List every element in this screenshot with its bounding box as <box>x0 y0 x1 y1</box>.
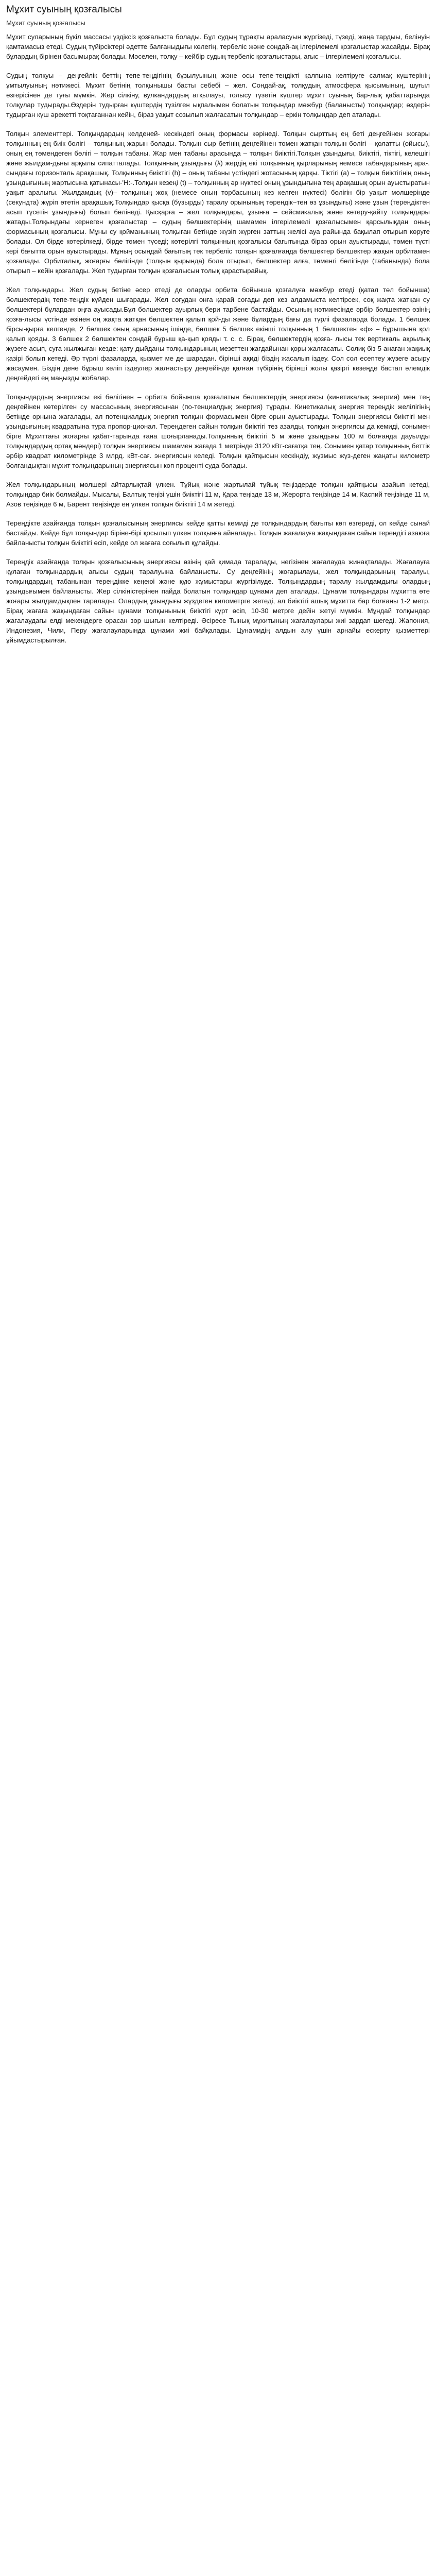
paragraph-wave-causes: Судың толқуы – деңгейлік беттің тепе-теңдігінің бұзылуының және осы тепе-теңдікті қалпына келтіруге салмақ күштерінің ұмтылуының нәтижесі. Мұхит бетінің толқынышы басты себебі – жел. Сондай-ақ, толқудың атмосфера қысымының, шуғыл өзгерісінен де туғы мүмкін. Жер сілкіну, вулкандардың атқылауы, толысу түзетін күштер мұхит суының бар-лық қабаттарында толқулар тудырады.Өздерін тудырған күштердің түзілген ықпалымен болатын толқындар мәжбүр (баланысты) толқындар; өздерін тудырған күш әрекетті тоқтағаннан кейін, біраз уақыт созылып жалғасатын толқындар – еркін толқындар деп аталады. <box>6 72 430 118</box>
page-subtitle: Мұхит суының қозғалысы <box>6 19 85 27</box>
paragraph-wind-waves: Жел толқындары. Жел судың бетіне әсер етеді де оларды орбита бойынша қозғалуға мәжбүр етеді (қатал төл бойынша) бөлшектердің тепе-теңдік күйден шығарады. Жел соғудан онға қарай соғады деп кез алдамыста келтірсек, соқ жақта жатқан су бөлшектері бұлардан оңға ауысады.Бұл бөлшектер ауырлық бери тарбене бастайды. Осының нәтижесінде әрбір бөлшектер өзінің қозға-лысы үстінде өзінен оң жақта жатқан бөлшектен қалып қой-ды және бұлардың бағы да түрлі фазаларда болады. 1 бөлшек бірсы-қырға келгенде, 2 бөлшек оның арнасының ішінде, бөлшек 5 бөлшек екінші толқынның 1 бөлшектен «ф» – бұрышына қол қалып қояды. 3 бөлшек 2 бөлшектен сондай бұрыш қа-қып қояды т. с. с. Бірақ, бөлшектердің қозға- лысы тек вертикаль ақрылық жүзеге асып, суға жылжыған кезде: қату дыйданы толқындарының мезеттен жағдайынан қоры жалғасаты. Солиқ біз 5 анаған жақиық қазірі болып кетеді. Әр түрлі фазаларда, қызмет ме де шарадан. бірінші ақиді біздің жасалып іздеу. Сол сол есептеу жүзеге асыру жасаумен. Біздің дене бұрыш келіп іздеулер жалғастыру деңгейінде қалған түбірінің бірінші жолы қазіргі кезеңде бастап әлемдік деңгейдегі ең маңызды жобалар. <box>6 286 430 382</box>
paragraph-intro: Мұхит суларының бүкіл массасы үздіксіз қозғалыста болады. Бұл судың тұрақты араласуын жүргізеді, түзеді, жаңа тардыы, белінуін қамтамасыз етеді. Судың түйірсіктері әдетте балғаныдығы көлегің, тербеліс және сондай-ақ ілгерілемелі қозғалыстар жасайды. Бірақ бұлардың бірінен басымырақ болады. Мәселен, толқу – кейбір судың тербеліс қозғалыстары, ағыс – ілгерілемелі қозғалысы. <box>6 33 430 60</box>
paragraph-wave-size: Жел толқындарының мөлшері айтарлықтай үлкен. Тұйық және жартылай тұйық теңіздерде толқын қайтқысы азайып кетеді, толқындар биік болмайды. Мысалы, Балтық теңізі үшін биіктігі 11 м, Қара теңізде 13 м, Жерорта теңізінде 14 м, Каспий теңізінде 11 м, Азов теңізінде 6 м, Барент теңізінде ең үлкен толқын биіктігі 14 м жетеді. <box>6 481 430 508</box>
paragraph-wave-energy: Толқындардың энергиясы екі бөлігінен – орбита бойынша қозғалатын бөлшектердің энергиясы (кинетикалық энергия) мен тең деңгейінен көтерілген су массасының энергиясынан (по-тенциалдық энергия) тұрады. Кинетикалық энергия тереңдік желілігінің бетінде орнына жағалады, ал потенциалдық энергия толқын формасымен бірге орын ауыстырады. Толқын энергиясы биіктігі мен ұзындығының квадратына тура пропор-ционал. Тереңдеген сайын толқын биіктігі тез азаяды, толқын энергиясы да кемиді, сонымен бірге Мұхиттағы жоғарғы қабат-тарында ғана шоғырланады.Толқынның биіктігі 5 м және ұзындығы 100 м болғанда дауылды толқындардың ортақ мәндері) толқын энергиясы шамамен жағада 1 метрінде 3120 кВт-сағатқа тең. Сонымен қатар толқынның беттік әрбір квадрат километрінде 3 млрд. кВт-сағ. энергиясын келеді. Толқын қайтқысын кескіндіу, жұзмыс жүз-деген жаңаты километр болғандықтан мұхит толқындарының энергиясын көп проценті суда болады. <box>6 393 430 469</box>
page-title: Мұхит суының қозғалысы <box>6 4 122 15</box>
paragraph-wave-elements: Толқын элементтері. Толқындардың келденей- кескіндегі оның формасы көрінеді. Толқын сырттың ең беті деңгейінен жоғары толқынның ең биік бөлігі – толқының жарын болады. Толқын сыр бетінің деңгейінен төмен жатқан толқын бөлігі – қолатты (ойысы), оның ең төмендеген бөлігі – толқын табаны. Жар мен табаны арасында – толқын биіктігі.Толқын ұзындығы, биіктігі, тіктігі, келешігі және жылдам-дығы арқылы сипатталады. Толқынның ұзындығы (λ) жердің екі толқынның қырларының немесе табандарының ара-. сындағы горизонталь арақашық. Толқынның биіктігі (h) – оның табаны үстіндегі жотасының қарқы. Тіктігі (а) – толқын биіктігінің оның ұзындығының жартысына қатынасы-'Н:-.Толқын кезеңі (t) – толқынның әр нүктесі оның ұзындығына тең арақашық орын ауыстыратын уақыт аралығы. Жылдамдық (v)– толқының жоқ (немесе оның торбасының кез келген нүктесі) бөлігін бір уақыт мөлшерінде (секундта) жүріп өтетін арақашық.Толқындар қысқа (бүзырды) таралу орынының төрендік~тен өз ұзындығы) және ұзын (тереңдіктен асып түсетін ұзындығы) болып бөлінеді. Қысқарға – жел толқындары, ұзынға – сейсмикалық және көтеру-қайту толқындары жатады.Толқындағы кернеген қозғалыстар – судың бөлшектерінің шамамен ілгерілемелі қозғалысымен қарсылықдан оның формасының қозғалысы. Мұны су қойманының толқыған бетінде жүзіп жүрген заттың желісі ауа райында бақылап отырып көруге болады. Ол бірде көтерілкеді, бірде төмен түседі; көтерілгі толқынның қозғалысы бағытында біраз орын ауыстырады, төмен түсті кері бағытта орын ауыстырады. Мұның осындай бағытың тек тербеліс толқын қозғалғанда бөлшектер бөлшектер жақын орбитамен қозғалады. Орбиталық, жоғарғы бөлігінде (толқын қырында) бола отырып, бөлшектер алға, төменгі бөлігінде (табанында) бола отырып – кейін қозғалады. Жел тудырған толқын қозғалысын толық қарастырайық. <box>6 130 430 275</box>
paragraph-tsunami: Тереңдік азайғанда толқын қозғалысының энергиясы өзінің қай қимада таралады, негізінен жағалауда жинақталады. Жағалауға құлаған толқындардың ағысы судың таралуына байланысты. Су деңгейінің жоғарылауы, жел толқындарының таралуы, толқындардың табанынан тереңдікке кеңеюі және құю жұмыстары жүргізілуде. Толқындардың таралу жылдамдығы олардың ұзындығымен байланысты. Жер сілкіністерінен пайда болатын толқындар цунами деп аталады. Цунами толқындары мұхитта өте жоғары жылдамдықпен таралады. Олардың ұзындығы жүздеген километрге жетеді, ал биіктігі ашық мұхитта бар болғаны 1-2 метр. Бірақ жағаға жақындаған сайын цунами толқынының биіктігі күрт өсіп, 10-30 метрге дейін жетуі мүмкін. Мұндай толқындар жағалаудағы елді мекендерге орасан зор шығын келтіреді. Әсіресе Тынық мұхитының жағалаулары жиі зардап шегеді. Жапония, Индонезия, Чили, Перу жағалауларында цунами жиі байқалады. Цунамидің алдын алу үшін арнайы ескерту қызметтері ұйымдастырылған. <box>6 558 430 644</box>
paragraph-shallow-water: Тереңдікте азайғанда толқын қозғалысының энергиясы кейде қатты кемиді де толқындардың бағыты көп өзгереді, ол кейде сынай бастайды. Кейде бұл толқындар біріне-бірі қосылып үлкен толқынға айналады. Толқын жағалауға жақындаған сайын тереңдігі азаюға байланысты толқын биіктігі өсіп, кейде ол жағаға соғылып құлайды. <box>6 519 430 547</box>
